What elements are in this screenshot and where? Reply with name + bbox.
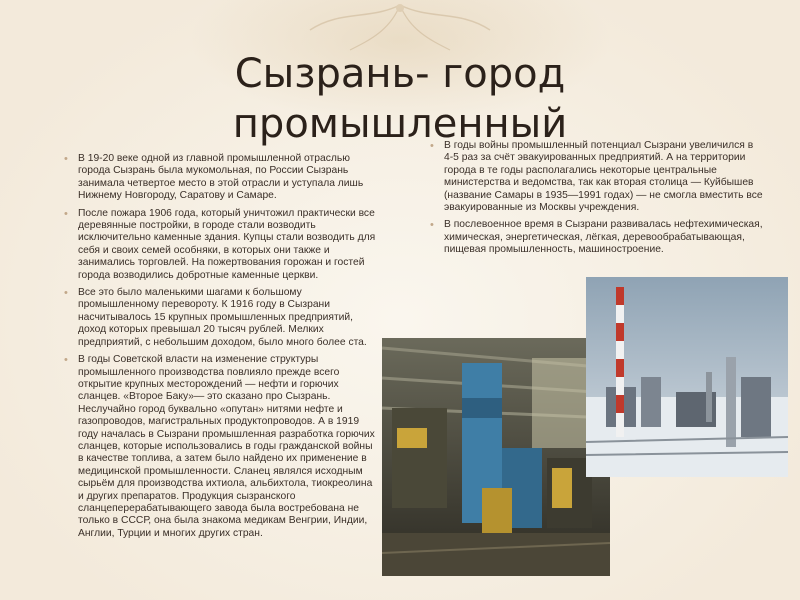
factory-interior-photo — [382, 338, 610, 576]
right-paragraph-1: • В годы войны промышленный потенциал Сызрани увеличился в 4-5 раз за счёт эвакуированных предприятий. А на территории города в те годы располагались некоторые центральные министерства и ведомства, так как вторая столица — Куйбышев (название Самары в 1935—1991 годах) — не смогла вместить все эвакуированные из Москвы учреждения. — [428, 140, 764, 214]
refinery-image — [586, 277, 788, 477]
factory-interior-image — [382, 338, 610, 576]
slide-title — [150, 49, 650, 149]
title-line-1: Сызрань- город — [234, 50, 566, 97]
left-paragraph-3: • Все это было маленькими шагами к большому промышленному перевороту. К 1916 году в Сызрани насчитывалось 15 крупных промышленных предприятий, доход которых превышал 20 тысяч рублей. Мелких предприятий, с небольшим доходом, было много более ста. — [62, 287, 380, 349]
left-text-column — [62, 153, 380, 545]
refinery-photo — [586, 277, 788, 477]
left-paragraph-2: • После пожара 1906 года, который уничтожил практически все деревянные постройки, в городе стали возводить исключительно каменные здания. Купцы стали возводить для себя и своих семей особняки, в которых они также и занимались торговлей. На пожертвования горожан и гостей города возводились добротные каменные церкви. — [62, 208, 380, 282]
title-line-2: промышленный — [232, 100, 568, 147]
right-paragraph-2: • В послевоенное время в Сызрани развивалась нефтехимическая, химическая, энергетическая, лёгкая, деревообрабатывающая, пищевая промышленность, машиностроение. — [428, 219, 764, 256]
chimney — [616, 287, 624, 437]
left-paragraph-4: • В годы Советской власти на изменение структуры промышленного производства повлияло прежде всего открытие крупных месторождений — нефти и горючих сланцев. «Второе Баку»— это сказано про Сызрань. Неслучайно город буквально «опутан» нитями нефте и газопроводов, магистральных продуктопроводов. А в 1919 году началась в Сызрани промышленная разработка горючих сланцев, которые использовались в годы гражданской войны в качестве топлива, а затем было найдено их применение в медицинской промышленности. Сланец являлся исходным сырьём для производства ихтиола, альбихтола, тиокреолина и других препаратов. Продукция сызранского сланцеперерабатывающего завода была востребована не только в СССР, она была знакома медикам Венгрии, Индии, Англии, Турции и многих других стран. — [62, 354, 380, 540]
left-paragraph-1: • В 19-20 веке одной из главной промышленной отраслью города Сызрань была мукомольная, по России Сызрань занимала четвертое место в этой отрасли и уступала лишь Нижнему Новгороду, Саратову и Самаре. — [62, 153, 380, 203]
right-text-column — [428, 140, 764, 262]
